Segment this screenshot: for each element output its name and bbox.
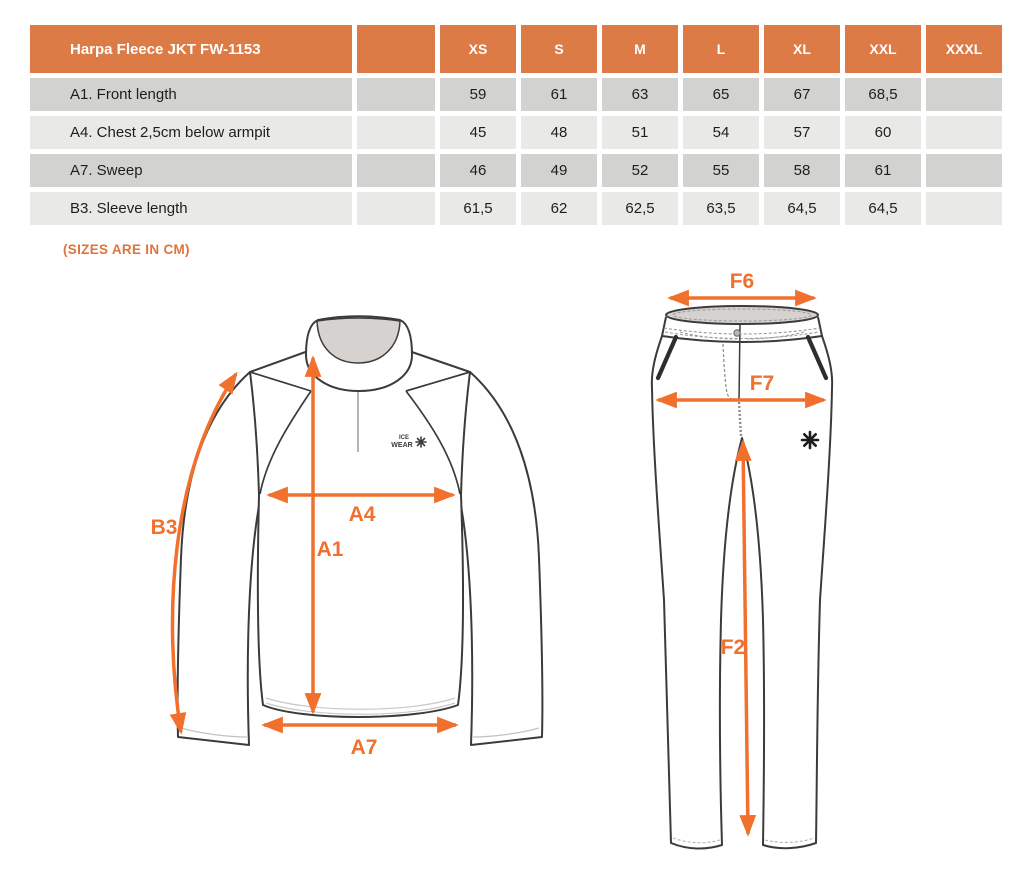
a7-label: A7 xyxy=(350,736,378,759)
row-label: A1. Front length xyxy=(30,78,352,111)
pants-snowflake-icon xyxy=(802,432,818,448)
value-cell: 55 xyxy=(683,154,759,187)
table-row xyxy=(30,154,1002,187)
value-cell: 57 xyxy=(764,116,840,149)
pants-body xyxy=(652,336,832,849)
product-title: Harpa Fleece JKT FW-1153 xyxy=(30,25,352,73)
value-cell xyxy=(926,116,1002,149)
size-table xyxy=(25,20,1007,230)
size-header-l: L xyxy=(683,25,759,73)
value-cell: 49 xyxy=(521,154,597,187)
spacer-header-cell xyxy=(357,25,435,73)
value-cell: 61 xyxy=(521,78,597,111)
value-cell: 60 xyxy=(845,116,921,149)
value-cell: 64,5 xyxy=(764,192,840,225)
f2-label: F2 xyxy=(720,636,746,659)
size-header-m: M xyxy=(602,25,678,73)
measurement-diagram xyxy=(0,260,1031,886)
jacket-right-sleeve xyxy=(459,372,543,745)
row-label: B3. Sleeve length xyxy=(30,192,352,225)
value-cell: 63,5 xyxy=(683,192,759,225)
row-label: A4. Chest 2,5cm below armpit xyxy=(30,116,352,149)
logo-snowflake-icon xyxy=(416,437,426,447)
size-header-xl: XL xyxy=(764,25,840,73)
value-cell: 51 xyxy=(602,116,678,149)
value-cell: 59 xyxy=(440,78,516,111)
spacer-cell xyxy=(357,78,435,111)
value-cell: 54 xyxy=(683,116,759,149)
table-row xyxy=(30,116,1002,149)
value-cell: 67 xyxy=(764,78,840,111)
size-header-xxxl: XXXL xyxy=(926,25,1002,73)
spacer-cell xyxy=(357,154,435,187)
table-header-row xyxy=(30,25,1002,73)
sizes-in-cm-note: (SIZES ARE IN CM) xyxy=(63,242,190,257)
spacer-cell xyxy=(357,192,435,225)
value-cell xyxy=(926,78,1002,111)
value-cell: 45 xyxy=(440,116,516,149)
a4-label: A4 xyxy=(348,503,376,526)
jacket-left-sleeve xyxy=(178,372,262,745)
spacer-cell xyxy=(357,116,435,149)
table-row xyxy=(30,192,1002,225)
table-row xyxy=(30,78,1002,111)
svg-text:WEAR: WEAR xyxy=(391,442,413,449)
b3-label: B3 xyxy=(150,516,178,539)
pants-waistband xyxy=(666,306,818,324)
value-cell: 65 xyxy=(683,78,759,111)
row-label: A7. Sweep xyxy=(30,154,352,187)
size-header-xxl: XXL xyxy=(845,25,921,73)
value-cell: 68,5 xyxy=(845,78,921,111)
value-cell xyxy=(926,154,1002,187)
value-cell: 62 xyxy=(521,192,597,225)
waist-button xyxy=(734,330,740,336)
a1-label: A1 xyxy=(316,538,344,561)
size-header-s: S xyxy=(521,25,597,73)
value-cell: 58 xyxy=(764,154,840,187)
f6-label: F6 xyxy=(729,270,755,293)
size-header-xs: XS xyxy=(440,25,516,73)
value-cell: 63 xyxy=(602,78,678,111)
value-cell: 64,5 xyxy=(845,192,921,225)
value-cell: 46 xyxy=(440,154,516,187)
value-cell: 52 xyxy=(602,154,678,187)
svg-text:ICE: ICE xyxy=(398,435,410,441)
f7-label: F7 xyxy=(749,372,775,395)
value-cell: 61 xyxy=(845,154,921,187)
value-cell: 62,5 xyxy=(602,192,678,225)
jacket-body xyxy=(250,350,470,717)
value-cell: 48 xyxy=(521,116,597,149)
value-cell xyxy=(926,192,1002,225)
pants-drawing xyxy=(652,306,832,849)
value-cell: 61,5 xyxy=(440,192,516,225)
